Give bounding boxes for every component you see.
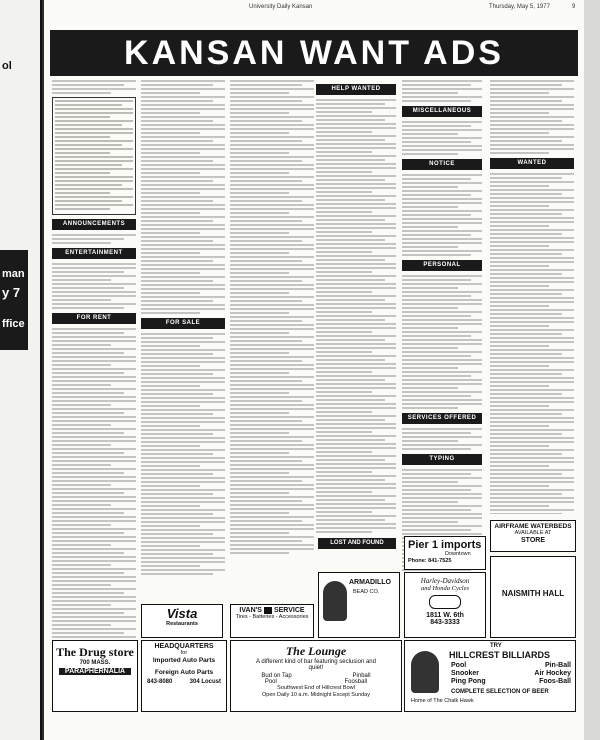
column-2 [141, 80, 225, 602]
ad-text: A different kind of bar featuring seclusion and quiet! [256, 659, 376, 671]
ad-text: Ping Pong [451, 678, 486, 685]
ad-title: The Drug store [56, 645, 134, 659]
column-3 [230, 80, 314, 602]
ad-text: Pool [451, 662, 467, 669]
armadillo-illustration [323, 581, 347, 621]
strip-text: y 7 [2, 285, 21, 300]
ad-title: HEADQUARTERS [154, 643, 214, 650]
strip-text: man [2, 268, 25, 280]
paper-name: University Daily Kansan [249, 4, 313, 10]
ad-title: Pier 1 imports [408, 539, 482, 551]
harley-logo [429, 595, 461, 609]
ad-text: Pool [264, 679, 277, 685]
ad-text: TRY [490, 643, 502, 649]
shield-icon [264, 607, 272, 614]
ad-text: COMPLETE SELECTION OF BEER [451, 689, 549, 695]
ad-text: Foos-Ball [539, 678, 571, 685]
ad-title: HILLCREST BILLIARDS [449, 650, 550, 660]
ad-title: Vista [166, 606, 198, 621]
page-banner: KANSAN WANT ADS [50, 30, 578, 76]
ad-text: Tires - Batteries - Accessories [235, 614, 309, 620]
ad-text: STORE [521, 537, 545, 544]
ad-title: The Lounge [285, 644, 347, 658]
ad-text: BEAD CO. [353, 589, 380, 595]
section-header: NOTICE [402, 159, 482, 170]
section-header: LOST AND FOUND [318, 538, 396, 549]
strip-text: ffice [2, 318, 25, 330]
naismith-ad [490, 556, 576, 638]
ad-title: AIRFRAME WATERBEDS [494, 523, 572, 530]
section-header: PERSONAL [402, 260, 482, 271]
column-4 [316, 80, 396, 572]
issue-date: Thursday, May 5, 1977 [489, 4, 550, 10]
column-1 [52, 80, 136, 640]
hillcrest-ad [404, 640, 576, 712]
ad-title: Harley-Davidson [420, 577, 470, 585]
harley-ad [404, 572, 486, 638]
adjacent-page-strip [0, 0, 42, 740]
ad-text: 843-3333 [430, 619, 460, 626]
page-number: 9 [572, 4, 576, 10]
ad-text: Bud on Tap [261, 673, 292, 679]
section-header: HELP WANTED [316, 84, 396, 95]
running-head [44, 4, 584, 16]
section-header: FOR RENT [52, 313, 136, 324]
chalk-hawk-illustration [411, 651, 439, 693]
ad-text: Pinball [352, 673, 371, 679]
newspaper-page [44, 0, 584, 740]
column-5 [402, 80, 482, 572]
ad-text: Pin-Ball [544, 662, 571, 669]
column-6 [490, 80, 574, 514]
headquarters-ad [141, 640, 227, 712]
page-edge [584, 0, 600, 740]
ad-text: Downtown [445, 551, 471, 557]
ad-title: ARMADILLO [349, 579, 391, 586]
section-header: MISCELLANEOUS [402, 106, 482, 117]
ad-text: 304 Locust [189, 679, 221, 685]
section-header: TYPING [402, 454, 482, 465]
section-header: ENTERTAINMENT [52, 248, 136, 259]
ad-text: 1811 W. 6th [426, 612, 464, 619]
section-header: SERVICES OFFERED [402, 413, 482, 424]
ad-title: NAISMITH HALL [501, 589, 565, 598]
ad-text: Restaurants [166, 621, 198, 627]
ad-text: for [180, 650, 188, 656]
ad-text: Snooker [451, 670, 480, 677]
ad-text: Imported Auto Parts [152, 657, 216, 664]
ad-title: IVAN'S [239, 607, 262, 614]
ad-text: 843-8080 [147, 679, 173, 685]
ad-text: PARAPHERNALIA [59, 668, 131, 675]
strip-text: ol [2, 60, 12, 72]
ivans-ad [230, 604, 314, 638]
lounge-ad [230, 640, 402, 712]
airframe-ad [490, 520, 576, 552]
ad-text: Southwest End of Hillcrest Bowl [277, 685, 355, 691]
rates-box [52, 97, 136, 215]
ad-text: 700 MASS. [79, 660, 111, 666]
ad-text: and Honda Cycles [420, 585, 470, 592]
ad-text: Air Hockey [534, 670, 571, 677]
ad-text: Phone: 841-7525 [408, 558, 452, 564]
ad-text: Foosball [344, 679, 368, 685]
drugstore-ad [52, 640, 138, 712]
strip-black-block [0, 250, 28, 350]
ad-text: AVAILABLE AT [514, 530, 552, 536]
ad-text: SERVICE [273, 607, 305, 614]
section-header: WANTED [490, 158, 574, 169]
section-header: ANNOUNCEMENTS [52, 219, 136, 230]
pier1-ad [404, 536, 486, 570]
vista-ad [141, 604, 223, 638]
armadillo-ad [318, 572, 400, 638]
ad-text: Open Daily 10 a.m. Midnight Except Sunday [262, 692, 370, 698]
section-header: FOR SALE [141, 318, 225, 329]
ad-text: Home of The Chalk Hawk [411, 698, 474, 704]
ad-text: Foreign Auto Parts [154, 669, 214, 676]
